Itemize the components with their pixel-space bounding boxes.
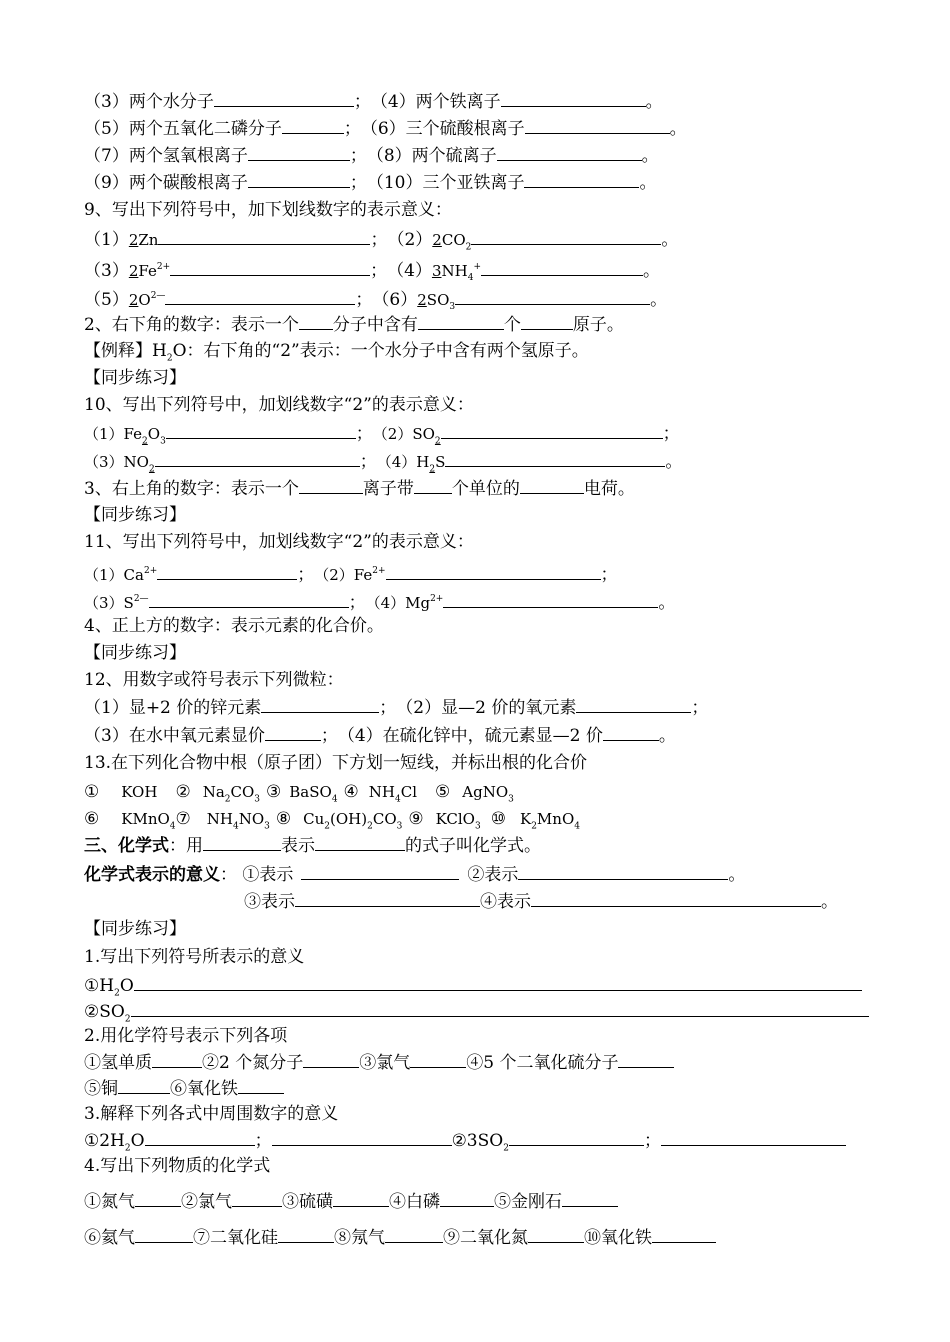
subscript: 4 (331, 794, 338, 805)
formula: K (519, 810, 532, 828)
question-label: ⑤铜 (84, 1079, 118, 1099)
question-label: ⑩氧化铁 (584, 1228, 652, 1248)
subscript: 2 (367, 821, 373, 832)
exercise-row (84, 558, 618, 584)
symbol: NH (441, 261, 468, 280)
rule-text: 原子。 (572, 315, 624, 335)
separator: 。 (665, 452, 683, 472)
question-heading: 13.在下列化合物中根（原子团）下方划一短线，并标出根的化合价 (84, 753, 588, 773)
subscript: 2 (166, 353, 173, 364)
formula: KClO (435, 810, 475, 828)
answer-blank[interactable] (509, 1127, 644, 1146)
answer-blank[interactable] (385, 1224, 443, 1243)
answer-blank[interactable] (203, 832, 281, 851)
symbol: CO (441, 231, 466, 249)
question-label: （4）两个铁离子 (370, 92, 501, 112)
separator: ； (254, 1131, 272, 1151)
question-label: （7）两个氢氧根离子 (84, 146, 248, 166)
rule-text: ③表示 (244, 892, 295, 912)
section-heading (84, 832, 541, 858)
example-text: 【例释】H (84, 341, 167, 361)
rule-text: ④表示 (480, 892, 531, 912)
answer-blank[interactable] (440, 1188, 494, 1207)
subscript: 4 (169, 821, 176, 832)
separator: ； (297, 564, 315, 585)
item-number: ⑤ (435, 782, 451, 802)
symbol: （1）Ca (84, 565, 144, 584)
rule-text: 分子中含有 (332, 315, 418, 335)
answer-blank[interactable] (170, 257, 370, 276)
underlined-digit: 3 (431, 261, 442, 280)
question-heading: 1.写出下列符号所表示的意义 (84, 947, 305, 967)
subscript: 2 (503, 1143, 509, 1154)
question-label: ①氮气 (84, 1192, 135, 1212)
subscript: 3 (508, 794, 514, 805)
symbol: S (435, 453, 446, 471)
question-heading: 2.用化学符号表示下列各项 (84, 1026, 288, 1046)
item-number: （1） (84, 230, 129, 250)
formula: MnO (536, 810, 575, 828)
symbol: ①2H (84, 1131, 125, 1151)
separator: 。 (645, 92, 663, 112)
separator: ； (359, 452, 377, 472)
answer-blank[interactable] (158, 226, 370, 245)
subscript: 2 (465, 242, 472, 253)
question-heading: 11、写出下列符号中，加划线数字“2”的表示意义： (84, 532, 474, 552)
answer-blank[interactable] (272, 1127, 452, 1146)
symbol: O (147, 425, 161, 443)
answer-blank[interactable] (525, 115, 670, 134)
answer-blank[interactable] (131, 998, 869, 1017)
symbol: （3）NO (84, 453, 149, 471)
subscript: 4 (574, 821, 580, 832)
compound-row (84, 806, 580, 832)
answer-blank[interactable] (441, 420, 663, 439)
separator: ； (600, 564, 618, 585)
symbol: O (119, 976, 134, 996)
separator: 。 (658, 726, 676, 746)
question-label: ①氢单质 (84, 1053, 152, 1073)
separator: ； (349, 173, 367, 193)
answer-blank[interactable] (155, 448, 360, 467)
subscript: 3 (264, 821, 270, 832)
answer-blank[interactable] (501, 88, 646, 107)
subscript: 2 (124, 1143, 131, 1154)
subscript: 2 (142, 436, 148, 447)
question-label: ⑦二氧化硅 (193, 1228, 278, 1248)
formula: AgNO (462, 783, 509, 801)
subscript: 2 (148, 464, 155, 475)
question-heading: 12、用数字或符号表示下列微粒： (84, 670, 344, 690)
separator: 。 (728, 865, 746, 885)
question-label: （4）在硫化锌中，硫元素显—2 价 (337, 726, 603, 746)
exercise-row (84, 998, 869, 1024)
answer-blank[interactable] (118, 1075, 170, 1094)
answer-blank[interactable] (603, 722, 659, 741)
rule-text: ： ①表示 (220, 865, 294, 885)
formula: CO (230, 783, 255, 801)
subscript: 2 (224, 794, 231, 805)
separator: ； (370, 230, 388, 250)
answer-blank[interactable] (248, 169, 350, 188)
answer-blank[interactable] (165, 286, 355, 305)
underlined-digit: 2 (128, 231, 139, 249)
formula: CO (372, 810, 397, 828)
formula: NO (238, 810, 265, 828)
answer-blank[interactable] (265, 722, 321, 741)
answer-blank[interactable] (301, 861, 459, 880)
superscript: 2— (150, 291, 166, 301)
answer-blank[interactable] (562, 1188, 618, 1207)
symbol: ②SO (84, 1002, 125, 1022)
symbol: （4）Mg (365, 593, 431, 612)
question-label: （8）两个硫离子 (366, 146, 497, 166)
answer-blank[interactable] (524, 169, 639, 188)
symbol: （2）SO (372, 425, 435, 443)
exercise-row (84, 972, 862, 998)
answer-blank[interactable] (261, 694, 379, 713)
subscript: 3 (396, 821, 403, 832)
question-label: ②2 个氮分子 (202, 1053, 304, 1073)
question-label: （5）两个五氧化二磷分子 (84, 119, 282, 139)
formula: NH (206, 810, 233, 828)
exercise-row (84, 1049, 674, 1075)
symbol: （3）S (84, 593, 134, 612)
answer-blank[interactable] (149, 589, 349, 608)
subscript: 2 (324, 821, 331, 832)
exercise-row (84, 586, 675, 612)
separator: 。 (821, 892, 838, 912)
subscript: 3 (449, 302, 456, 313)
subscript: 2 (124, 1014, 131, 1025)
exercise-row (84, 1224, 716, 1250)
sync-practice-heading: 【同步练习】 (84, 368, 186, 388)
question-label: （1）显+2 价的锌元素 (84, 698, 262, 718)
compound-row (84, 779, 514, 805)
answer-blank[interactable] (282, 115, 344, 134)
answer-blank[interactable] (528, 1224, 584, 1243)
item-number: ④ (343, 782, 359, 802)
question-label: ④5 个二氧化硫分子 (466, 1053, 619, 1073)
symbol: O (138, 290, 151, 309)
answer-blank[interactable] (135, 1188, 181, 1207)
exercise-row (84, 283, 668, 313)
superscript: 2+ (430, 594, 444, 604)
superscript: 2+ (372, 566, 386, 576)
formula: (OH) (330, 810, 368, 828)
answer-blank[interactable] (299, 311, 333, 330)
answer-blank[interactable] (418, 311, 504, 330)
exercise-row (84, 420, 680, 446)
subscript: 2 (429, 464, 436, 475)
answer-blank[interactable] (145, 1127, 255, 1146)
symbol: SO (426, 290, 450, 309)
question-heading: 4.写出下列物质的化学式 (84, 1156, 271, 1176)
item-number: ③ (266, 782, 282, 802)
item-number: ⑥ (84, 809, 100, 829)
separator: ； (355, 424, 373, 444)
symbol: ①H (84, 976, 115, 996)
answer-blank[interactable] (410, 1049, 466, 1068)
rule-text: 离子带 (362, 479, 414, 499)
section-title: 三、化学式 (84, 836, 169, 856)
separator: 。 (669, 119, 687, 139)
item-number: ② (175, 782, 191, 802)
separator: ； (691, 698, 709, 718)
rule-text: 3、右上角的数字：表示一个 (84, 479, 299, 499)
formula: NH (368, 783, 396, 801)
exercise-row (84, 722, 676, 748)
answer-blank[interactable] (303, 1049, 359, 1068)
question-heading: 3.解释下列各式中周围数字的意义 (84, 1104, 339, 1124)
exercise-row (84, 88, 663, 114)
symbol: Zn (138, 231, 159, 249)
rule-text: ：用 (169, 836, 203, 856)
exercise-row (84, 1127, 846, 1153)
symbol: （4）H (376, 453, 430, 471)
underlined-digit: 2 (432, 231, 442, 249)
answer-blank[interactable] (518, 861, 728, 880)
item-number: ⑨ (408, 809, 424, 829)
item-number: ⑧ (275, 809, 292, 829)
underlined-digit: 2 (128, 261, 139, 280)
separator: ； (353, 92, 371, 112)
item-number: （3） (84, 260, 129, 281)
question-label: ⑥氦气 (84, 1228, 135, 1248)
answer-blank[interactable] (652, 1224, 716, 1243)
separator: 。 (650, 289, 668, 310)
subscript: 3 (474, 821, 481, 832)
symbol: Fe (138, 261, 157, 280)
exercise-row (84, 169, 656, 195)
question-heading: 10、写出下列符号中，加划线数字“2”的表示意义： (84, 395, 474, 415)
superscript: 2+ (156, 262, 171, 272)
separator: ； (662, 424, 680, 444)
meaning-row (84, 861, 745, 887)
symbol: （2）Fe (314, 565, 373, 584)
question-label: ③硫磺 (282, 1192, 333, 1212)
subscript: 4 (395, 794, 401, 805)
subscript: 4 (467, 273, 474, 284)
exercise-row (84, 254, 660, 284)
item-number: （6） (372, 289, 418, 310)
item-number: ① (84, 782, 100, 802)
question-label: ⑤金刚石 (494, 1192, 562, 1212)
question-label: ⑧氖气 (334, 1228, 385, 1248)
answer-blank[interactable] (152, 1049, 202, 1068)
answer-blank[interactable] (134, 972, 862, 991)
answer-blank[interactable] (443, 589, 658, 608)
example-text: O：右下角的“2”表示：一个水分子中含有两个氢原子。 (172, 341, 589, 361)
answer-blank[interactable] (166, 420, 356, 439)
superscript: + (473, 262, 481, 272)
rule-text: 的式子叫化学式。 (405, 836, 541, 856)
question-label: （6）三个硫酸根离子 (360, 119, 525, 139)
underlined-digit: 2 (417, 290, 427, 309)
item-number: ⑦ (175, 809, 191, 829)
formula: Cl (400, 783, 418, 801)
separator: ； (349, 146, 367, 166)
answer-blank[interactable] (333, 1188, 389, 1207)
question-label: （3）在水中氧元素显价 (84, 726, 265, 746)
rule-text: 2、右下角的数字：表示一个 (84, 315, 299, 335)
answer-blank[interactable] (214, 88, 354, 107)
separator: ； (320, 726, 338, 746)
item-number: （2） (387, 230, 433, 250)
rule-text: 电荷。 (583, 479, 635, 499)
answer-blank[interactable] (315, 832, 405, 851)
separator: 。 (661, 230, 679, 250)
symbol: O (130, 1131, 145, 1151)
rule-text: 个 (503, 315, 521, 335)
answer-blank[interactable] (576, 694, 691, 713)
sync-practice-heading: 【同步练习】 (84, 505, 186, 525)
question-label: （9）两个碳酸根离子 (84, 173, 248, 193)
question-heading: 9、写出下列符号中，加下划线数字的表示意义： (84, 200, 452, 220)
answer-blank[interactable] (278, 1224, 334, 1243)
item-number: （5） (84, 289, 129, 310)
superscript: 2— (133, 594, 149, 604)
answer-blank[interactable] (445, 448, 665, 467)
rule-text: ②表示 (467, 865, 519, 885)
item-number: ⑩ (490, 809, 506, 829)
question-label: （3）两个水分子 (84, 92, 214, 112)
formula: KMnO (121, 810, 170, 828)
question-label: ④白磷 (389, 1192, 440, 1212)
formula: KOH (121, 783, 158, 801)
underlined-digit: 2 (128, 290, 139, 309)
answer-blank[interactable] (299, 475, 363, 494)
symbol: ②3SO (451, 1131, 504, 1151)
rule-text: 表示 (281, 836, 315, 856)
subscript: 2 (434, 436, 441, 447)
answer-blank[interactable] (135, 1224, 193, 1243)
item-number: （4） (387, 260, 432, 281)
exercise-row (84, 448, 682, 474)
answer-blank[interactable] (531, 888, 821, 907)
separator: ； (370, 260, 388, 281)
subscript: 4 (232, 821, 239, 832)
question-label: （10）三个亚铁离子 (366, 173, 525, 193)
exercise-row (84, 226, 678, 252)
subscript: 3 (254, 794, 261, 805)
section-rule: 4、正上方的数字：表示元素的化合价。 (84, 616, 384, 636)
answer-blank[interactable] (295, 888, 480, 907)
subscript: 3 (160, 436, 166, 447)
exercise-row (84, 1188, 618, 1214)
question-label: ⑨二氧化氮 (443, 1228, 528, 1248)
answer-blank[interactable] (455, 286, 650, 305)
formula: Cu (303, 810, 325, 828)
sync-practice-heading: 【同步练习】 (84, 919, 186, 939)
question-label: （2）显—2 价的氧元素 (396, 698, 577, 718)
separator: 。 (658, 592, 676, 613)
separator: 。 (639, 173, 657, 193)
symbol: （1）Fe (84, 425, 143, 443)
exercise-row (84, 1075, 284, 1101)
answer-blank[interactable] (157, 561, 297, 580)
separator: ； (379, 698, 397, 718)
sync-practice-heading: 【同步练习】 (84, 643, 186, 663)
answer-blank[interactable] (521, 311, 573, 330)
section-rule (84, 475, 635, 501)
subscript: 2 (531, 821, 537, 832)
answer-blank[interactable] (481, 257, 643, 276)
answer-blank[interactable] (238, 1075, 284, 1094)
answer-blank[interactable] (471, 226, 661, 245)
question-label: ③氯气 (359, 1053, 411, 1073)
answer-blank[interactable] (497, 142, 642, 161)
separator: ； (643, 1131, 661, 1151)
example-note (84, 338, 589, 364)
answer-blank[interactable] (414, 475, 452, 494)
subsection-title: 化学式表示的意义 (84, 865, 220, 885)
question-label: ②氯气 (181, 1192, 232, 1212)
separator: 。 (641, 146, 659, 166)
meaning-row (244, 888, 838, 914)
superscript: 2+ (143, 566, 158, 576)
section-rule (84, 311, 624, 337)
subscript: 2 (114, 988, 120, 999)
exercise-row (84, 115, 687, 141)
answer-blank[interactable] (618, 1049, 674, 1068)
separator: ； (348, 592, 366, 613)
question-label: ⑥氧化铁 (170, 1079, 238, 1099)
answer-blank[interactable] (386, 561, 601, 580)
exercise-row (84, 142, 659, 168)
separator: ； (343, 119, 361, 139)
exercise-row (84, 694, 708, 720)
formula: BaSO (289, 783, 332, 801)
separator: 。 (643, 260, 660, 281)
formula: Na (202, 783, 225, 801)
answer-blank[interactable] (520, 475, 584, 494)
separator: ； (355, 289, 373, 310)
answer-blank[interactable] (232, 1188, 282, 1207)
answer-blank[interactable] (248, 142, 350, 161)
rule-text: 个单位的 (451, 479, 520, 499)
answer-blank[interactable] (661, 1127, 846, 1146)
